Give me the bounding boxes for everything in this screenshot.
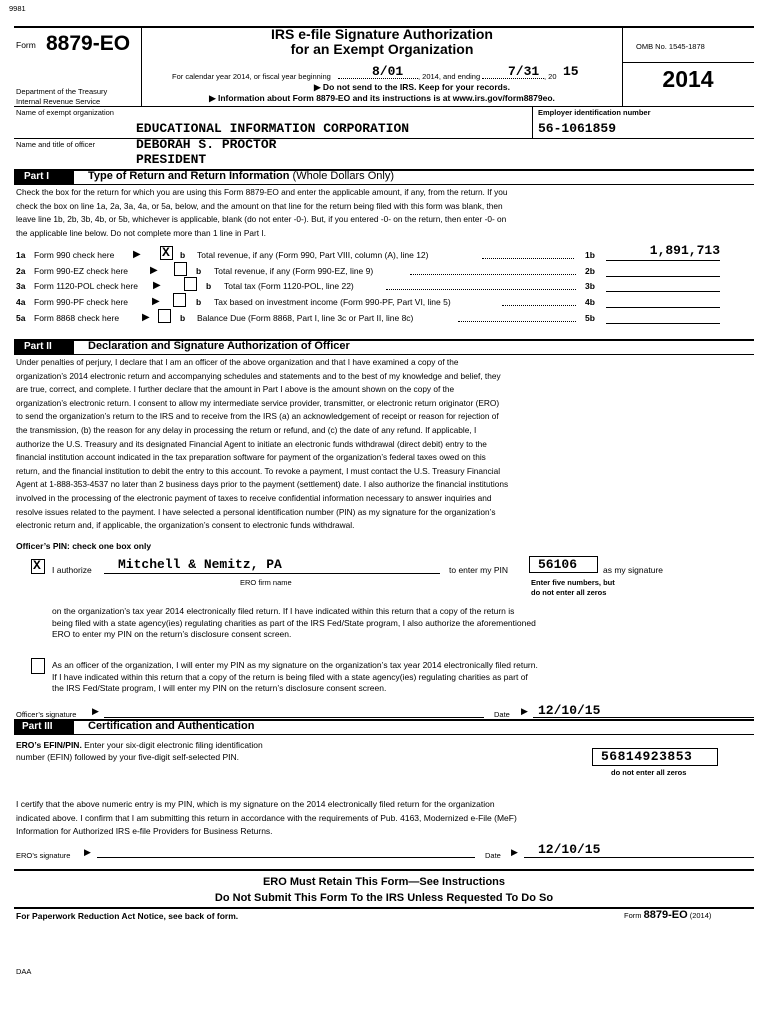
org-name: EDUCATIONAL INFORMATION CORPORATION — [136, 121, 410, 136]
officer-enter-pin-line: the IRS Fed/State program, I will enter my PIN on the return’s disclosure consent screen. — [52, 683, 387, 693]
officer-title: PRESIDENT — [136, 152, 207, 167]
efin-instructions-line1 — [16, 739, 263, 751]
ero-firm-name[interactable]: Mitchell & Nemitz, PA — [118, 557, 282, 572]
dept-line2: Internal Revenue Service — [16, 97, 101, 106]
org-name-label: Name of exempt organization — [16, 108, 114, 117]
part1-title-main: Type of Return and Return Information — [88, 170, 290, 182]
pin-note-line2: do not enter all zeros — [531, 588, 607, 597]
authorize-ero-line: being filed with a state agency(ies) regulating charities as part of the IRS Fed/State program, I also authorize the aforementioned — [52, 617, 536, 628]
ero-signature-label: ERO’s signature — [16, 851, 71, 860]
notice-information: ▶ Information about Form 8879-EO and its instructions is at www.irs.gov/form8879eo. — [209, 93, 555, 103]
authorize-ero-line: ERO to enter my PIN on the return’s disclosure consent screen. — [52, 629, 292, 639]
i-authorize-text: I authorize — [52, 565, 92, 575]
line-arrow-icon: ▶ — [152, 296, 160, 307]
form-label: Form — [16, 40, 36, 50]
footer-form-label: Form — [624, 911, 642, 920]
part2-title-rule — [14, 354, 754, 355]
page-code: 9981 — [9, 4, 26, 13]
part2-title: Declaration and Signature Authorization of Officer — [88, 340, 350, 352]
part3-title: Certification and Authentication — [88, 720, 255, 732]
line-ref: 3b — [585, 281, 595, 291]
officer-signature-label: Officer’s signature — [16, 710, 77, 719]
pin-note — [531, 578, 615, 598]
declaration-line: authorize the U.S. Treasury and its designated Financial Agent to initiate an electronic funds withdrawal (direct debit) entry to the — [16, 438, 487, 449]
officer-enter-pin-paragraph — [52, 660, 752, 695]
line-leader-dots — [410, 274, 576, 275]
line-arrow-icon: ▶ — [142, 312, 150, 323]
line-arrow-icon: ▶ — [150, 265, 158, 276]
officer-top-rule — [14, 138, 754, 139]
authorize-ero-check-mark: X — [33, 558, 41, 573]
officer-enter-pin-checkbox[interactable] — [31, 658, 45, 674]
efin-note: do not enter all zeros — [611, 768, 687, 777]
part3-title-rule — [14, 734, 754, 735]
ero-signature-line[interactable] — [97, 857, 475, 858]
fiscal-end-year: 15 — [563, 64, 579, 79]
officer-pin-box[interactable] — [529, 556, 598, 573]
line-number: 3a — [16, 281, 26, 291]
line-check-text: Form 990-PF check here — [34, 297, 129, 307]
certification-line: Information for Authorized IRS e-file Providers for Business Returns. — [16, 826, 273, 836]
officer-date-arrow: ▶ — [521, 706, 528, 716]
line-check-text: Form 1120-POL check here — [34, 281, 138, 291]
line-amount: 1,891,713 — [649, 243, 720, 258]
line-leader-dots — [386, 289, 576, 290]
officer-date[interactable]: 12/10/15 — [538, 703, 601, 718]
declaration-line: are true, correct, and complete. I further declare that the amount in Part I above is the amount shown on the copy of the — [16, 384, 455, 395]
part2-badge — [14, 340, 74, 354]
officer-signature-arrow: ▶ — [92, 706, 99, 716]
year-and-ending: , 2014, and ending — [418, 72, 481, 81]
line-arrow-icon: ▶ — [153, 280, 161, 291]
officer-pin-heading: Officer’s PIN: check one box only — [16, 541, 152, 551]
footer-form-ref — [624, 909, 711, 921]
line-number: 5a — [16, 313, 26, 323]
ein-label: Employer identification number — [538, 108, 651, 117]
line-number: 1a — [16, 250, 26, 260]
comma-20: , 20 — [544, 72, 557, 81]
line-b-label: b — [180, 313, 186, 323]
ero-firm-name-line — [104, 573, 440, 574]
line-checkbox[interactable] — [173, 293, 186, 307]
part1-intro-line2: check the box on line 1a, 2a, 3a, 4a, or 5a, below, and the amount on that line for the return being filed with this form was blank, then — [16, 200, 503, 211]
ein-divider — [532, 106, 533, 138]
declaration-line: resolve issues related to the payment. I have selected a personal identification number (PIN) as my signature for the organization’s — [16, 506, 496, 517]
line-amount-field[interactable] — [606, 276, 720, 277]
line-number: 2a — [16, 266, 26, 276]
officer-enter-pin-line: If I have indicated within this return that a copy of the return is being filed with a state agency(ies) regulating charities as part of — [52, 671, 528, 682]
ero-date[interactable]: 12/10/15 — [538, 842, 601, 857]
daa-mark: DAA — [16, 967, 32, 976]
line-amount-field[interactable] — [606, 307, 720, 308]
efin-instructions — [16, 739, 263, 763]
line-checkbox[interactable] — [158, 309, 171, 323]
efin-text1: Enter your six-digit electronic filing identification — [81, 740, 263, 750]
declaration-line: Under penalties of perjury, I declare that I am an officer of the above organization and that I have examined a copy of the — [16, 357, 459, 367]
efin-label: ERO’s EFIN/PIN. — [16, 740, 82, 750]
officer-date-label: Date — [494, 710, 510, 719]
line-ref: 4b — [585, 297, 595, 307]
line-leader-dots — [458, 321, 576, 322]
footer-form-number: 8879-EO — [643, 909, 688, 921]
part3-badge — [14, 720, 74, 734]
line-checkbox[interactable] — [184, 277, 197, 291]
line-ref: 5b — [585, 313, 595, 323]
part2-label: Part II — [24, 341, 52, 352]
ero-date-arrow: ▶ — [511, 847, 518, 857]
ein-value: 56-1061859 — [538, 121, 617, 136]
fiscal-begin: 8/01 — [372, 64, 404, 79]
certification-line: indicated above. I confirm that I am submitting this return in accordance with the requirements of Pub. 4163, Modernized e-File (MeF) — [16, 812, 517, 823]
declaration-line: financial institution account indicated in the tax preparation software for payment of the organization’s federal taxes owed on this — [16, 452, 486, 463]
line-description: Total revenue, if any (Form 990, Part VIII, column (A), line 12) — [197, 250, 429, 260]
declaration-line: involved in the processing of the electronic payment of taxes to receive confidential information necessary to answer inquiries and — [16, 492, 492, 503]
part3-label: Part III — [22, 721, 53, 732]
part1-intro-line1: Check the box for the return for which you are using this Form 8879-EO and enter the applicable amount, if any, from the return. If you — [16, 187, 508, 197]
ero-signature-arrow: ▶ — [84, 847, 91, 857]
line-b-label: b — [206, 281, 212, 291]
omb-rule — [622, 62, 754, 63]
line-b-label: b — [180, 250, 186, 260]
tax-year: 2014 — [662, 66, 714, 92]
line-check-text: Form 990 check here — [34, 250, 115, 260]
retain-line2: Do Not Submit This Form To the IRS Unless Requested To Do So — [214, 892, 554, 904]
calendar-text: For calendar year 2014, or fiscal year beginning — [172, 72, 331, 81]
line-check-text: Form 8868 check here — [34, 313, 120, 323]
part2-declaration — [16, 356, 756, 533]
authorize-ero-paragraph — [52, 606, 752, 641]
efin-text2: number (EFIN) followed by your five-digit self-selected PIN. — [16, 752, 239, 762]
officer-label: Name and title of officer — [16, 140, 96, 149]
line-amount-field[interactable] — [606, 323, 720, 324]
retain-notice — [14, 874, 754, 906]
retain-line1: ERO Must Retain This Form—See Instructions — [262, 876, 506, 888]
declaration-line: Agent at 1-888-353-4537 no later than 2 business days prior to the payment (settlement) date. I also authorize the financial institutions — [16, 479, 509, 490]
footer-form-year: (2014) — [689, 911, 712, 920]
declaration-line: electronic return and, if applicable, the organization’s consent to electronic funds withdrawal. — [16, 520, 355, 531]
line-amount-field[interactable] — [606, 260, 720, 261]
certification-line: I certify that the above numeric entry is my PIN, which is my signature on the 2014 electronically filed return for the organization — [16, 799, 495, 809]
ero-firm-caption: ERO firm name — [240, 578, 292, 587]
line-description: Tax based on investment income (Form 990-PF, Part VI, line 5) — [214, 297, 451, 307]
notice-do-not-send: ▶ Do not send to the IRS. Keep for your records. — [314, 82, 510, 92]
part1-badge — [14, 170, 74, 184]
efin-pin-box[interactable] — [592, 748, 718, 766]
line-amount-field[interactable] — [606, 291, 720, 292]
line-checkbox[interactable] — [160, 246, 173, 260]
declaration-line: return, and the financial institution to debit the entry to this account. To revoke a payment, I must contact the U.S. Treasury Financial — [16, 465, 501, 476]
omb-number: OMB No. 1545-1878 — [636, 42, 705, 51]
part1-title — [88, 170, 394, 182]
footer-top-rule — [14, 869, 754, 871]
as-my-signature-text: as my signature — [603, 565, 663, 575]
part1-label: Part I — [24, 171, 50, 182]
form-title-line2: for an Exempt Organization — [290, 41, 474, 57]
part1-intro-line4: the applicable line below. Do not complete more than 1 line in Part I. — [16, 227, 266, 238]
pin-note-line1: Enter five numbers, but — [531, 578, 615, 587]
line-number: 4a — [16, 297, 26, 307]
to-enter-pin-text: to enter my PIN — [449, 565, 509, 575]
part1-intro-line3: leave line 1b, 2b, 3b, 4b, or 5b, whichever is applicable, blank (do not enter -0-). But, if you entered -0- on the return, then enter -0- on — [16, 214, 507, 225]
officer-enter-pin-line: As an officer of the organization, I will enter my PIN as my signature on the organization’s tax year 2014 electronically filed return. — [52, 660, 538, 670]
officer-pin: 56106 — [538, 557, 578, 572]
line-check-mark: X — [162, 245, 170, 260]
line-checkbox[interactable] — [174, 262, 187, 276]
line-ref: 2b — [585, 266, 595, 276]
line-description: Balance Due (Form 8868, Part I, line 3c or Part II, line 8c) — [197, 313, 414, 323]
header-notices — [142, 82, 622, 104]
officer-signature-line[interactable] — [104, 717, 484, 718]
part1-title-suffix: (Whole Dollars Only) — [292, 170, 394, 182]
line-description: Total tax (Form 1120-POL, line 22) — [224, 281, 354, 291]
declaration-line: to send the organization’s return to the IRS and to receive from the IRS (a) an acknowledgement of receipt or reason for rejection of — [16, 411, 499, 422]
paperwork-notice: For Paperwork Reduction Act Notice, see back of form. — [16, 911, 239, 921]
line-leader-dots — [482, 258, 574, 259]
fiscal-end: 7/31 — [508, 64, 540, 79]
declaration-line: organization’s 2014 electronic return and accompanying schedules and statements and to the best of my knowledge and belief, they — [16, 370, 501, 381]
dept-line1: Department of the Treasury — [16, 87, 108, 96]
line-b-label: b — [196, 266, 202, 276]
authorize-ero-line: on the organization’s tax year 2014 electronically filed return. If I have indicated within this return that a copy of the return is — [52, 606, 515, 616]
org-top-rule — [14, 106, 754, 107]
part1-intro — [16, 186, 756, 240]
part1-title-rule — [14, 184, 754, 185]
line-description: Total revenue, if any (Form 990-EZ, line 9) — [214, 266, 374, 276]
ero-date-line — [524, 857, 754, 858]
declaration-line: organization’s electronic return. I consent to allow my intermediate service provider, transmitter, or electronic return originator (ERO) — [16, 397, 500, 408]
line-b-label: b — [196, 297, 202, 307]
line-arrow-icon: ▶ — [133, 249, 141, 260]
form-number: 8879-EO — [46, 32, 131, 55]
line-leader-dots — [502, 305, 576, 306]
certification-paragraph — [16, 798, 756, 839]
line-check-text: Form 990-EZ check here — [34, 266, 129, 276]
officer-name: DEBORAH S. PROCTOR — [136, 137, 277, 152]
form-title-line1: IRS e-file Signature Authorization — [271, 26, 493, 42]
form-title — [142, 27, 622, 57]
efin-pin: 56814923853 — [601, 749, 693, 764]
declaration-line: the transmission, (b) the reason for any delay in processing the return or refund, and (c) the date of any refund. If applicable, I — [16, 424, 477, 435]
authorize-ero-checkbox[interactable] — [31, 559, 45, 574]
ero-date-label: Date — [485, 851, 501, 860]
line-ref: 1b — [585, 250, 595, 260]
